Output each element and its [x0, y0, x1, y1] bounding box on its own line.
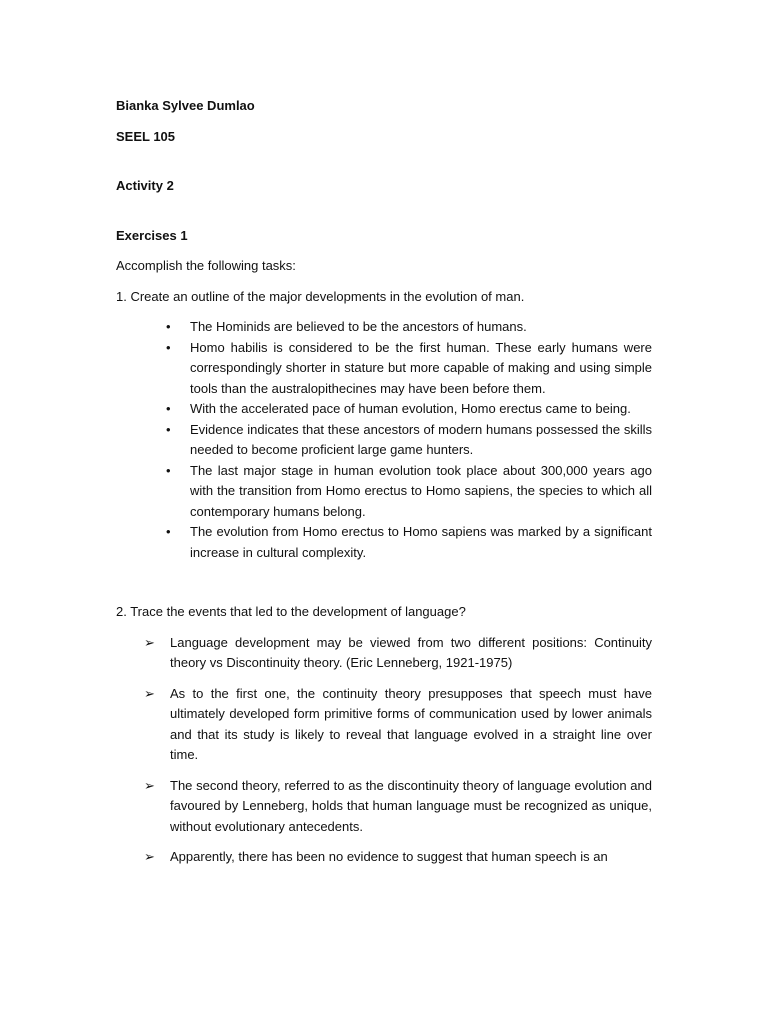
list-item: [116, 633, 652, 674]
list-item-text: With the accelerated pace of human evolution, Homo erectus came to being.: [190, 401, 631, 416]
arrow-bullet-icon: ➢: [144, 685, 155, 701]
bullet-dot-icon: •: [166, 401, 171, 416]
bullet-dot-icon: •: [166, 462, 171, 478]
arrow-bullet-icon: ➢: [144, 634, 155, 650]
arrow-bullet-icon: ➢: [144, 777, 155, 793]
list-item-text: Language development may be viewed from two different positions: Continuity theory vs Discontinuity theory. (Eric Lenneberg, 1921-1975): [170, 634, 652, 670]
list-item: [116, 317, 652, 338]
list-item: [116, 338, 652, 400]
bullet-dot-icon: •: [166, 421, 171, 437]
list-item: [116, 776, 652, 838]
list-item-text: Apparently, there has been no evidence to suggest that human speech is an: [170, 849, 608, 864]
list-item: [116, 522, 652, 563]
bullet-dot-icon: •: [166, 339, 171, 355]
question-1: 1. Create an outline of the major developments in the evolution of man.: [116, 288, 525, 304]
course-code: SEEL 105: [116, 128, 176, 144]
question-2: 2. Trace the events that led to the development of language?: [116, 604, 466, 619]
document-page: [116, 96, 652, 878]
list-item-text: The Hominids are believed to be the ancestors of humans.: [190, 319, 527, 334]
list-item: [116, 461, 652, 523]
list-item-text: Evidence indicates that these ancestors of modern humans possessed the skills needed to become proficient large game hunters.: [190, 421, 652, 457]
list-item-text: The second theory, referred to as the discontinuity theory of language evolution and favoured by Lenneberg, holds that human language must be recognized as unique, without evolutionary antecedents.: [170, 777, 652, 834]
list-item: [116, 847, 652, 868]
list-item-text: Homo habilis is considered to be the first human. These early humans were correspondingly shorter in stature but more capable of making and using simple tools than the australopithecines may have been before them.: [190, 339, 652, 396]
bullet-dot-icon: •: [166, 319, 171, 334]
list-item-text: As to the first one, the continuity theory presupposes that speech must have ultimately developed form primitive forms of communication used by lower animals and that its study is likely to reveal that language evolved in a straight line over time.: [170, 685, 652, 762]
list-item-text: The evolution from Homo erectus to Homo sapiens was marked by a significant increase in cultural complexity.: [190, 524, 652, 560]
list-item: [116, 399, 652, 420]
intro-text: Accomplish the following tasks:: [116, 258, 296, 273]
activity-title: Activity 2: [116, 178, 174, 193]
list-item: [116, 684, 652, 766]
exercise-title: Exercises 1: [116, 227, 188, 243]
arrow-bullet-icon: ➢: [144, 849, 155, 864]
bullet-dot-icon: •: [166, 524, 171, 539]
q1-bullet-list: [116, 317, 652, 563]
q2-bullet-list: [116, 633, 652, 868]
list-item-text: The last major stage in human evolution took place about 300,000 years ago with the transition from Homo erectus to Homo sapiens, the species to which all contemporary humans belong.: [190, 462, 652, 519]
list-item: [116, 420, 652, 461]
author-name: Bianka Sylvee Dumlao: [116, 98, 255, 113]
